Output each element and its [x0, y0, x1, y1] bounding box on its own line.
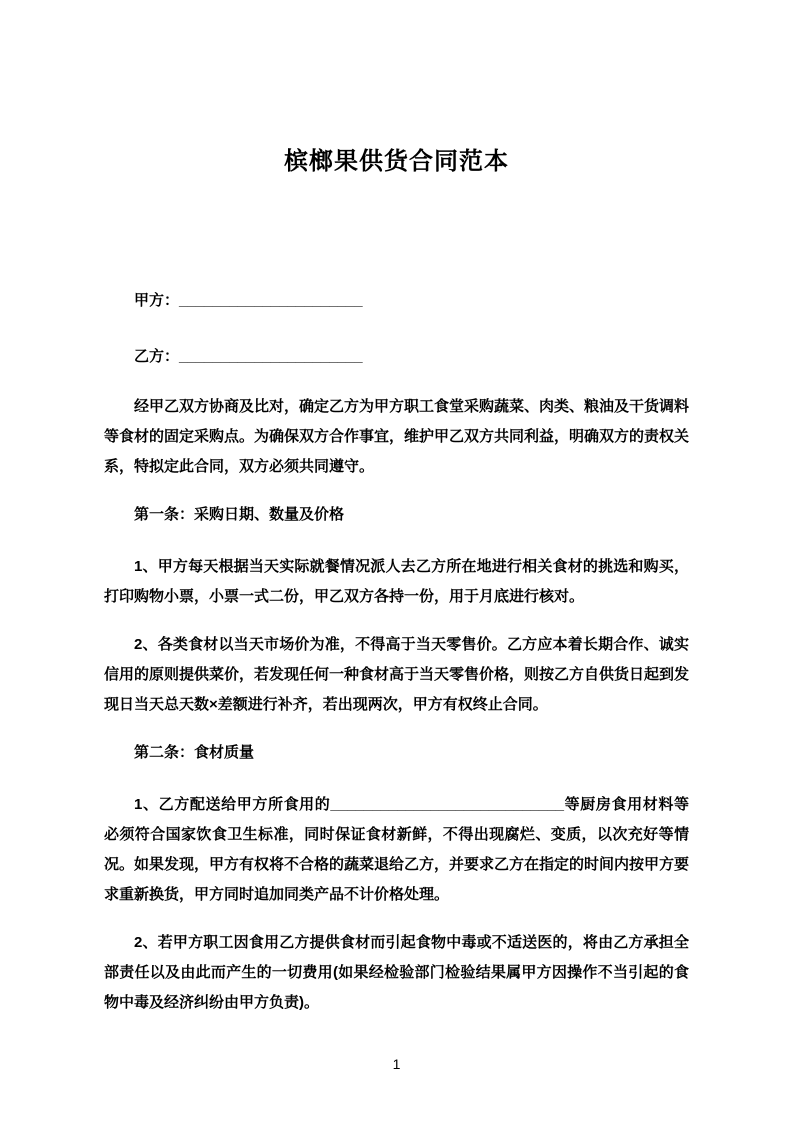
page-number: 1: [392, 1056, 401, 1072]
party-a-row: [104, 286, 689, 316]
party-b-label: 乙方：: [134, 348, 180, 365]
section1-item1: 1、甲方每天根据当天实际就餐情况派人去乙方所在地进行相关食材的挑选和购买，打印购物小票，小票一式二份，甲乙双方各持一份，用于月底进行核对。: [104, 558, 689, 605]
party-a-label: 甲方：: [134, 292, 180, 309]
party-b-row: [104, 342, 689, 372]
section2-heading: 第二条：食材质量: [134, 744, 255, 761]
section1-item2: 2、各类食材以当天市场价为准，不得高于当天零售价。乙方应本着长期合作、诚实信用的原则提供菜价，若发现任何一种食材高于当天零售价格，则按乙方自供货日起到发现日当天总天数×差额进行补齐，若出现两次，甲方有权终止合同。: [104, 636, 690, 713]
intro-paragraph: 经甲乙双方协商及比对，确定乙方为甲方职工食堂采购蔬菜、肉类、粮油及干货调料等食材的固定采购点。为确保双方合作事宜，维护甲乙双方共同利益，明确双方的责权关系，特拟定此合同，双方必须共同遵守。: [104, 398, 690, 475]
section2-item2: 2、若甲方职工因食用乙方提供食材而引起食物中毒或不适送医的，将由乙方承担全部责任以及由此而产生的一切费用(如果经检验部门检验结果属甲方因操作不当引起的食物中毒及经济纠纷由甲方负责)。: [104, 934, 689, 1011]
party-b-blank: ______________________: [179, 348, 363, 365]
section1-heading: 第一条：采购日期、数量及价格: [134, 506, 345, 523]
party-a-blank: ______________________: [179, 292, 363, 309]
page-title: 槟榔果供货合同范本: [284, 148, 509, 175]
section2-item1: 1、乙方配送给甲方所食用的____________________________等厨房食用材料等必须符合国家饮食卫生标准，同时保证食材新鲜，不得出现腐烂、变质，以次充好等情况。如果发现，甲方有权将不合格的蔬菜退给乙方，并要求乙方在指定的时间内按甲方要求重新换货，甲方同时追加同类产品不计价格处理。: [104, 796, 690, 903]
